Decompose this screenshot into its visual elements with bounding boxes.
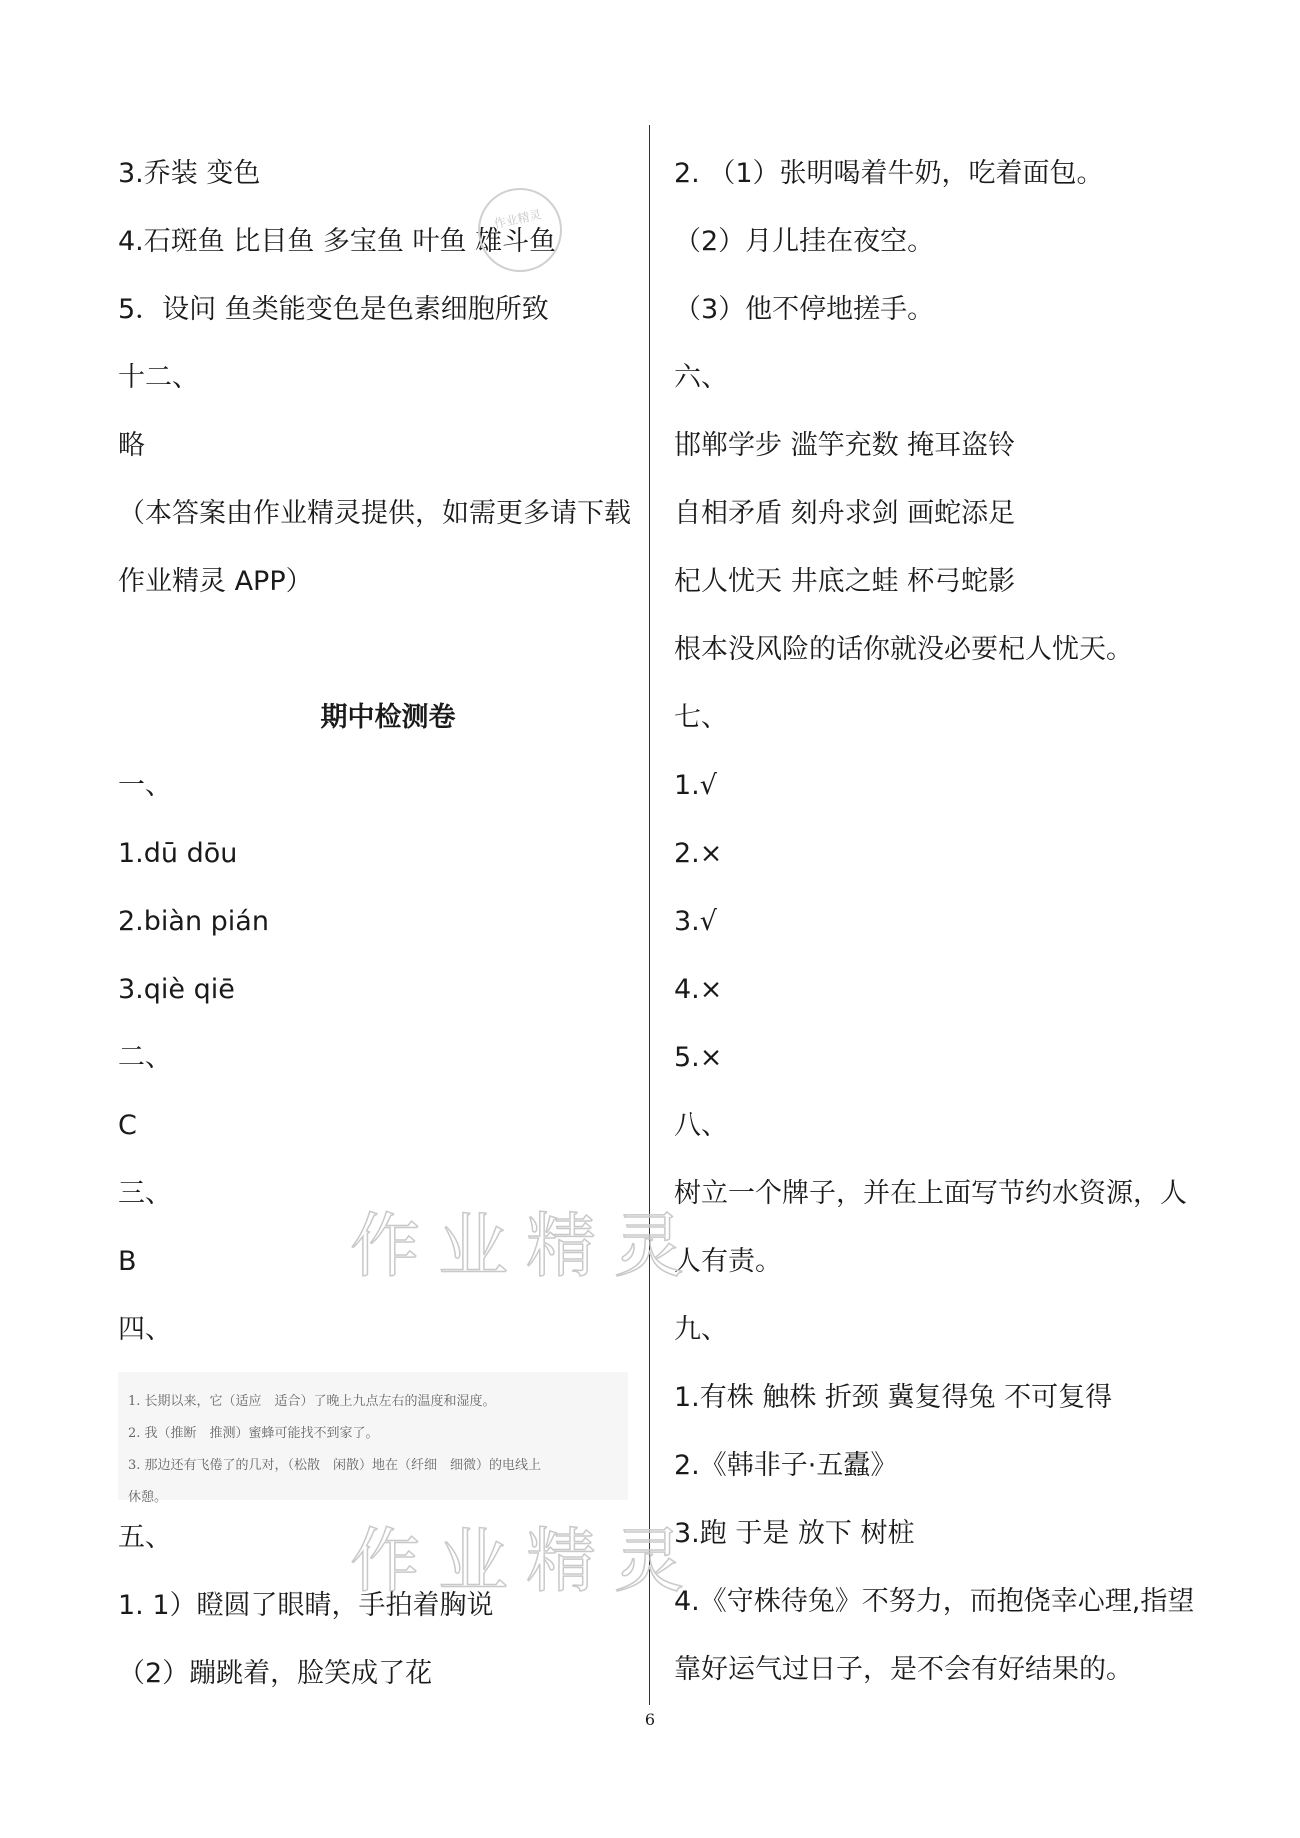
- section-heading: 三、: [118, 1178, 172, 1209]
- answer-line: 略: [118, 430, 145, 461]
- exam-title: 期中检测卷: [320, 702, 456, 733]
- scan-line: 3. 那边还有飞倦了的几对，（松散 闲散）地在（纤细 细微）的电线上: [128, 1458, 542, 1473]
- page-number: 6: [644, 1710, 656, 1729]
- answer-line: 1.有株 触株 折颈 冀复得兔 不可复得: [674, 1382, 1113, 1413]
- answer-line: 5.×: [674, 1042, 723, 1073]
- answer-line: 1.dū dōu: [118, 838, 238, 869]
- answer-line: C: [118, 1110, 137, 1141]
- source-note: 作业精灵 APP）: [118, 566, 313, 597]
- answer-line: （3）他不停地搓手。: [674, 294, 935, 325]
- section-heading: 七、: [674, 702, 728, 733]
- answer-line: 4.×: [674, 974, 723, 1005]
- section-heading: 十二、: [118, 362, 199, 393]
- answer-line: 4.《守株待兔》不努力，而抱侥幸心理,指望: [674, 1586, 1195, 1617]
- answer-line: 4.石斑鱼 比目鱼 多宝鱼 叶鱼 雄斗鱼: [118, 226, 557, 257]
- answer-line: 2.×: [674, 838, 723, 869]
- section-heading: 二、: [118, 1042, 172, 1073]
- answer-line: 1. 1）瞪圆了眼睛，手拍着胸说: [118, 1590, 494, 1621]
- source-note: （本答案由作业精灵提供，如需更多请下载: [118, 498, 631, 529]
- section-heading: 一、: [118, 770, 172, 801]
- answer-line: 3.乔装 变色: [118, 158, 261, 189]
- left-column: [118, 140, 658, 1708]
- section-heading: 八、: [674, 1110, 728, 1141]
- answer-line: 3.qiè qiē: [118, 974, 235, 1005]
- section-heading: 九、: [674, 1314, 728, 1345]
- answer-line: （2）月儿挂在夜空。: [674, 226, 935, 257]
- watermark: 作业精灵: [350, 1205, 702, 1287]
- answer-line: 2.《韩非子·五蠹》: [674, 1450, 898, 1481]
- answer-line: 2.biàn pián: [118, 906, 269, 937]
- answer-line: 3.√: [674, 906, 717, 937]
- answer-line: 靠好运气过日子，是不会有好结果的。: [674, 1654, 1133, 1685]
- answer-line: 树立一个牌子，并在上面写节约水资源，人: [674, 1178, 1187, 1209]
- answer-line: 1.√: [674, 770, 717, 801]
- section-heading: 六、: [674, 362, 728, 393]
- section-heading: 四、: [118, 1314, 172, 1345]
- watermark: 作业精灵: [350, 1520, 702, 1602]
- answer-line: B: [118, 1246, 137, 1277]
- scan-line: 1. 长期以来，它（适应 适合）了晚上九点左右的温度和湿度。: [128, 1394, 496, 1409]
- answer-line: 人有责。: [674, 1246, 782, 1277]
- answer-line: 2. （1）张明喝着牛奶，吃着面包。: [674, 158, 1104, 189]
- answer-line: 5．设问 鱼类能变色是色素细胞所致: [118, 294, 549, 325]
- section-heading: 五、: [118, 1522, 172, 1553]
- answer-line: （2）蹦跳着，脸笑成了花: [118, 1658, 433, 1689]
- blank-space: [118, 616, 658, 684]
- right-column: [674, 140, 1214, 1704]
- watermark-stamp: 作业精灵: [470, 180, 570, 280]
- scan-line: 休憩。: [128, 1490, 168, 1505]
- answer-line: 杞人忧天 井底之蛙 杯弓蛇影: [674, 566, 1016, 597]
- answer-line: 根本没风险的话你就没必要杞人忧天。: [674, 634, 1133, 665]
- answer-line: 自相矛盾 刻舟求剑 画蛇添足: [674, 498, 1016, 529]
- scan-line: 2. 我（推断 推测）蜜蜂可能找不到家了。: [128, 1426, 379, 1441]
- answer-line: 邯郸学步 滥竽充数 掩耳盗铃: [674, 430, 1016, 461]
- answer-line: 3.跑 于是 放下 树桩: [674, 1518, 915, 1549]
- scanned-answer-image: [118, 1372, 628, 1505]
